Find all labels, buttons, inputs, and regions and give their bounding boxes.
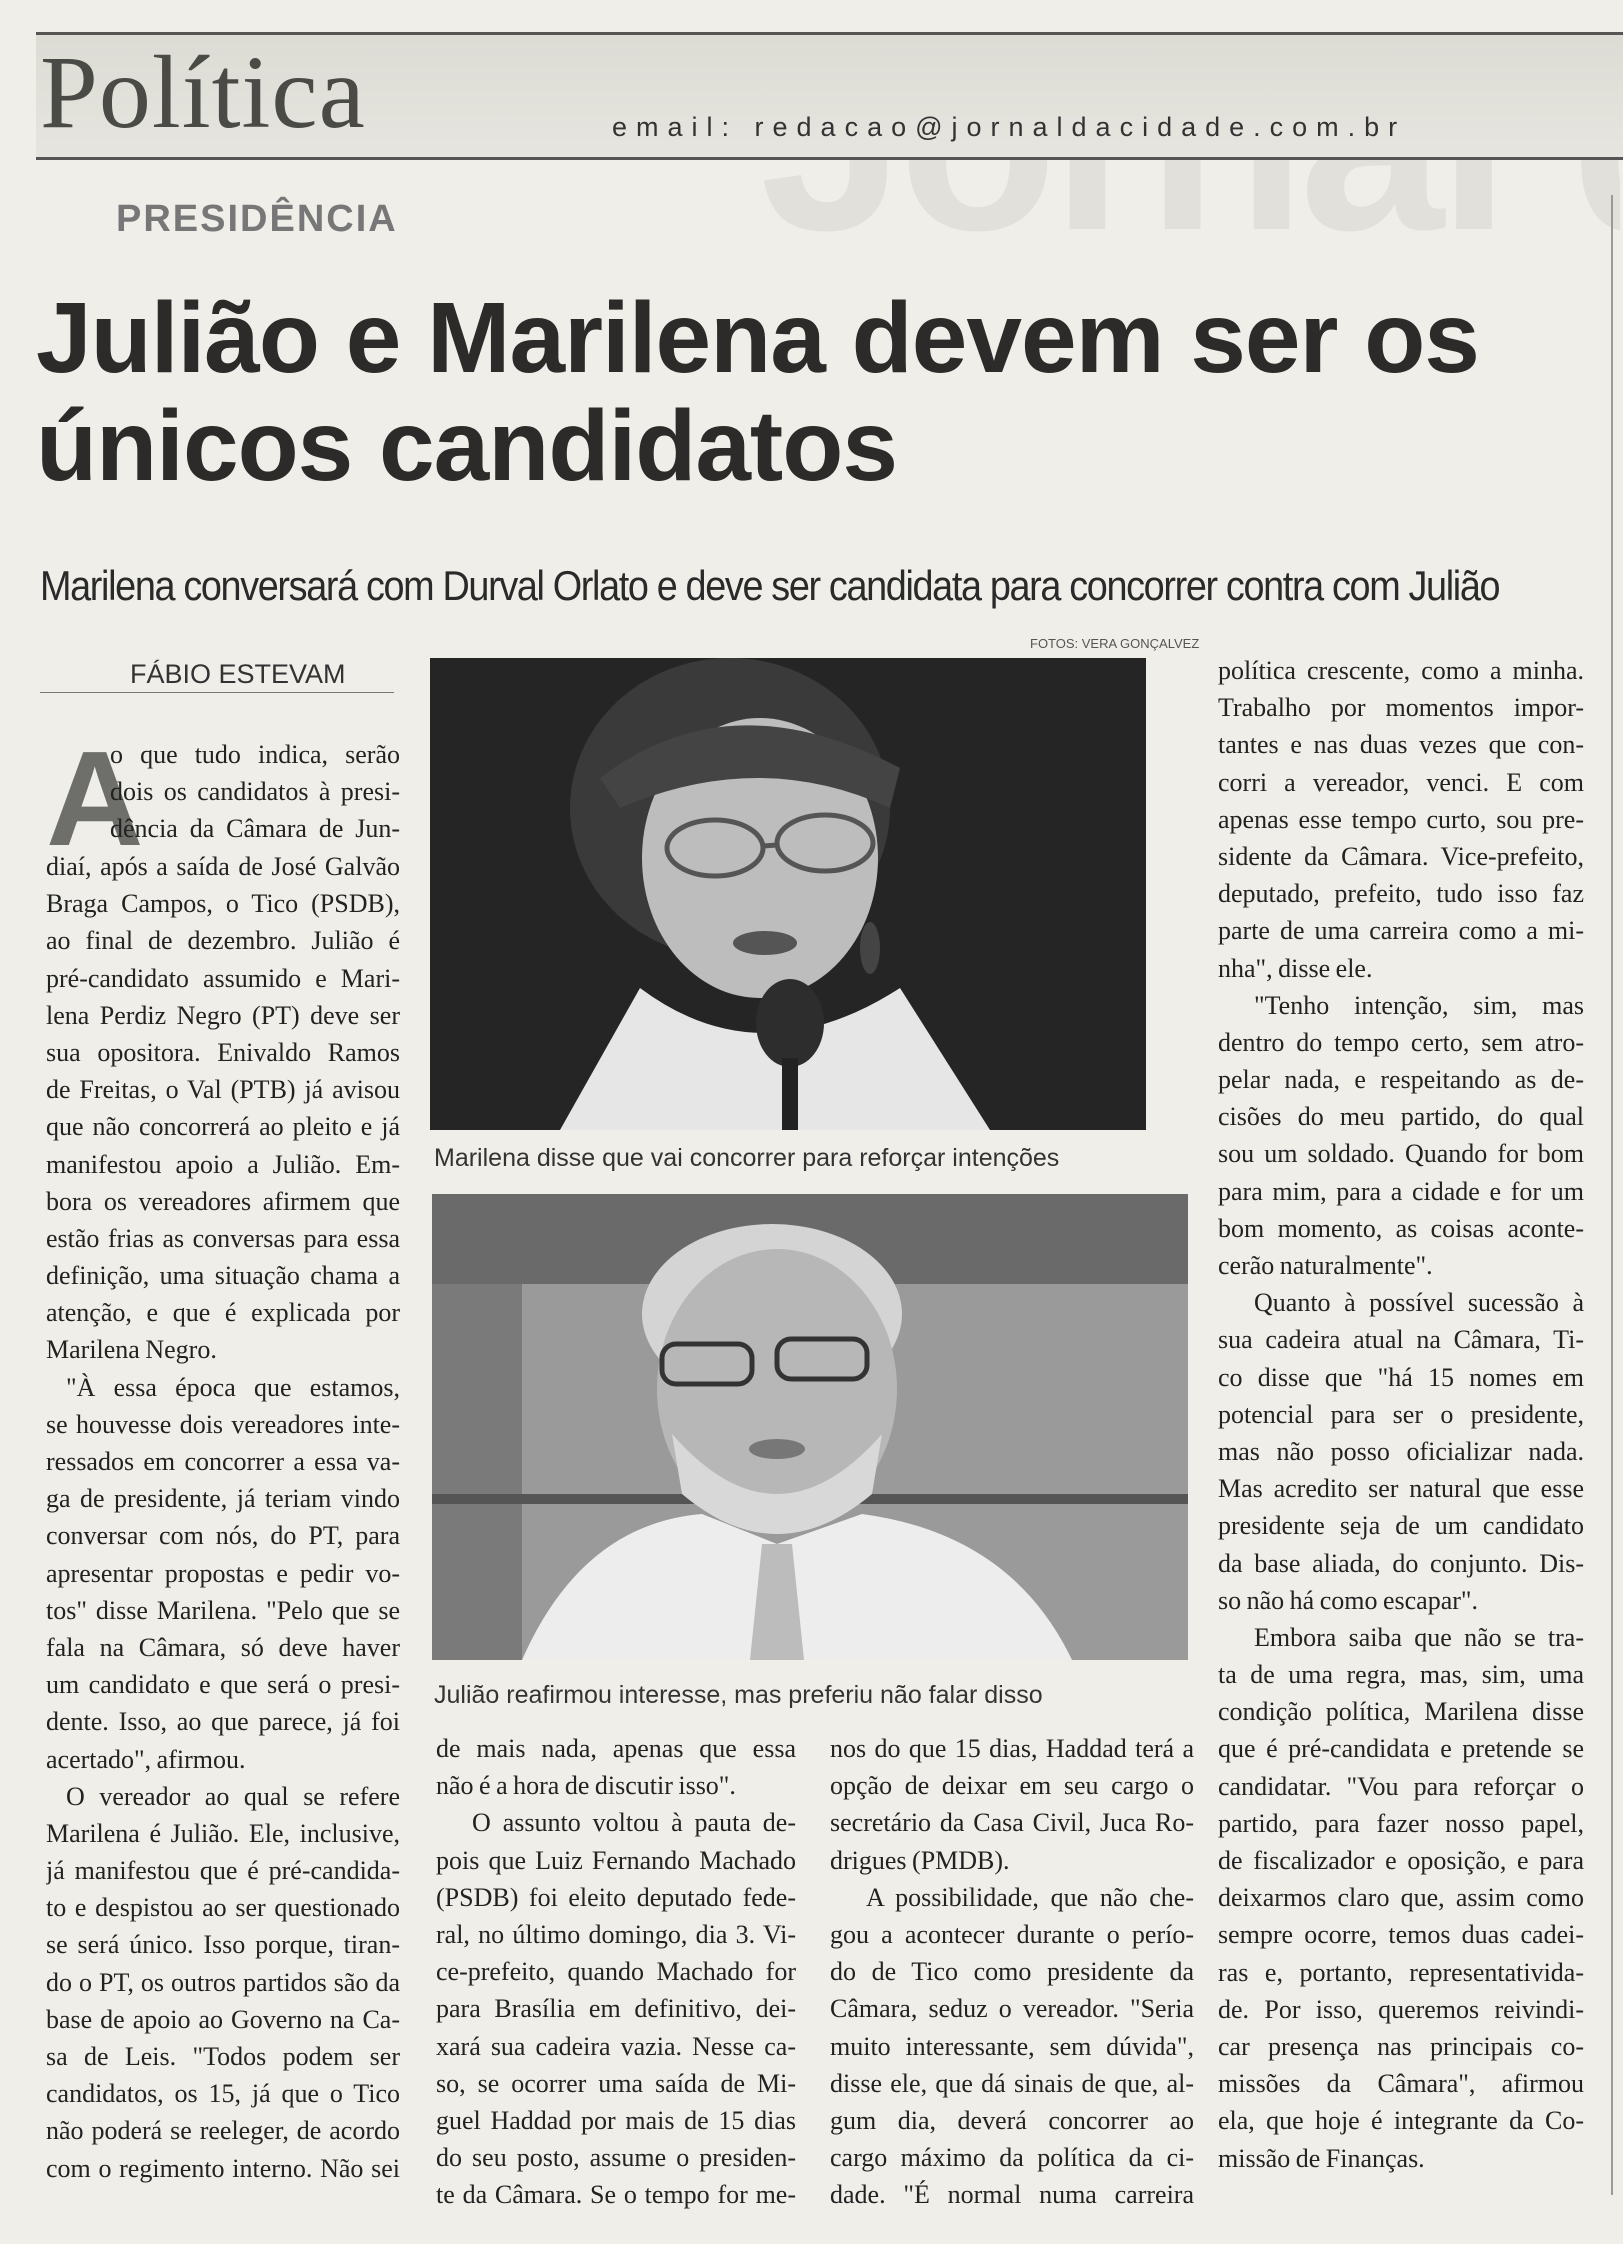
text-line: presidente seja de um candidato [1218,1511,1584,1541]
text-line: do seu posto, assume o presiden- [436,2143,796,2173]
caption-top: Marilena disse que vai concorrer para reforçar intenções [434,1144,1060,1172]
text-line: Marilena Negro. [46,1335,217,1365]
caption-bottom: Julião reafirmou interesse, mas preferiu não falar disso [434,1681,1043,1709]
text-line: de. Por isso, queremos reivindi- [1218,1994,1584,2024]
text-line: so não há como escapar". [1218,1585,1479,1615]
text-line: de fiscalizador e oposição, e para [1218,1846,1584,1875]
text-line: não poderá se reeleger, de acordo [46,2116,400,2146]
text-line: estão frias as conversas para essa [46,1223,400,1253]
email-address: email: redacao@jornaldacidade.com.br [612,112,1407,142]
text-line: da base aliada, do conjunto. Dis- [1218,1548,1584,1578]
text-line: cargo máximo da política da ci- [830,2143,1194,2173]
text-line: acertado", afirmou. [46,1744,246,1774]
text-line: candidatar. "Vou para reforçar o [1218,1771,1584,1801]
text-line: missões da Câmara", afirmou [1218,2069,1584,2099]
section-title: Política [40,35,366,150]
text-line: "À essa época que estamos, [66,1372,400,1402]
text-line: conversar com nós, do PT, para [46,1521,400,1551]
text-line: atenção, e que é explicada por [46,1298,400,1328]
photo-credit: FOTOS: VERA GONÇALVEZ [1030,636,1200,651]
text-line: dade. "É normal numa carreira [830,2180,1194,2210]
text-line: parte de uma carreira como a mi- [1218,916,1584,946]
text-line: sa de Leis. "Todos podem ser [46,2042,400,2071]
text-line: diaí, após a saída de José Galvão [46,852,400,881]
text-line: base de apoio ao Governo na Ca- [46,2004,400,2034]
text-line: gum dia, deverá concorrer ao [830,2105,1194,2135]
text-column-4 [1218,652,1584,2177]
text-line: bom momento, as coisas aconte- [1218,1213,1584,1243]
text-line: opção de deixar em seu cargo o [830,1771,1194,1801]
text-line: apresentar propostas e pedir vo- [46,1558,400,1588]
text-line: muito interessante, sem dúvida", [830,2031,1194,2061]
text-line: não é a hora de discutir isso". [436,1771,736,1801]
text-line: fala na Câmara, só deve haver [46,1632,400,1662]
text-line: so, se ocorrer uma saída de Mi- [436,2068,796,2098]
text-line: tos" disse Marilena. "Pelo que se [46,1595,400,1625]
text-line: ral, no último domingo, dia 3. Vi- [436,1919,796,1949]
text-line: para mim, para a cidade e for um [1218,1176,1584,1206]
text-line: já manifestou que é pré-candida- [46,1856,400,1886]
text-line: disse ele, que dá sinais de que, al- [830,2068,1194,2098]
text-line: bora os vereadores afirmem que [46,1186,400,1216]
text-line: Mas acredito ser natural que esse [1218,1474,1584,1504]
article-subtitle: Marilena conversará com Durval Orlato e deve ser candidata para concorrer contra com Julião [40,562,1500,609]
photo-juliao [432,1194,1188,1660]
text-line: tantes e nas duas vezes que con- [1218,730,1584,760]
text-line: pelar nada, e respeitando as de- [1218,1065,1584,1095]
text-line: corri a vereador, venci. E com [1218,767,1584,797]
photo-marilena [430,658,1146,1130]
text-line: ta de uma regra, mas, sim, uma [1218,1660,1584,1690]
photo-marilena-image [430,658,1146,1130]
text-line: nos do que 15 dias, Haddad terá a [830,1734,1194,1763]
text-line: dente. Isso, ao que parece, já foi [46,1707,400,1737]
drop-cap: A [46,723,144,874]
text-line: car presença nas principais co- [1218,2031,1584,2061]
text-line: co disse que "há 15 nomes em [1218,1362,1584,1392]
text-line: o que tudo indica, serão [110,740,400,769]
text-line: de mais nada, apenas que essa [436,1734,796,1763]
text-line: que é pré-candidata e pretende se [1218,1734,1584,1764]
text-line: que não concorrerá ao pleito e já [46,1112,400,1142]
text-line: condição política, Marilena disse [1218,1697,1584,1727]
text-line: mas não posso oficializar nada. [1218,1436,1584,1466]
text-line: com o regimento interno. Não sei [46,2153,400,2183]
text-line: política crescente, como a minha. [1218,656,1584,685]
text-line: te da Câmara. Se o tempo for me- [436,2180,796,2210]
text-line: Embora saiba que não se tra- [1254,1622,1584,1652]
article-headline: Julião e Marilena devem ser os únicos candidatos [36,282,1479,502]
text-line: lena Perdiz Negro (PT) deve ser [46,1000,400,1030]
text-line: deixarmos claro que, assim como [1218,1883,1584,1913]
text-line: do o PT, os outros partidos são da [46,1967,400,1997]
text-line: guel Haddad por mais de 15 dias [436,2105,796,2135]
text-line: (PSDB) foi eleito deputado fede- [436,1882,796,1912]
text-line: drigues (PMDB). [830,1845,1010,1875]
text-line: potencial para ser o presidente, [1218,1399,1584,1429]
text-line: definição, uma situação chama a [46,1261,400,1291]
article-kicker: PRESIDÊNCIA [116,198,398,240]
text-line: de Freitas, o Val (PTB) já avisou [46,1075,400,1105]
text-line: dência da Câmara de Jun- [110,814,400,844]
text-line: Câmara, seduz o vereador. "Seria [830,1994,1194,2024]
text-line: do de Tico como presidente da [830,1957,1194,1987]
text-line: pois que Luiz Fernando Machado [436,1845,796,1875]
text-line: um candidato e que será o presi- [46,1670,400,1700]
text-column-1 [46,848,400,2187]
text-line: ao final de dezembro. Julião é [46,926,400,956]
text-line: A possibilidade, que não che- [866,1882,1194,1912]
text-column-1-intro [110,736,400,848]
text-line: ce-prefeito, quando Machado for [436,1957,796,1987]
text-line: se será único. Isso porque, tiran- [46,1930,400,1960]
text-line: sou um soldado. Quando for bom [1218,1139,1584,1169]
text-line: gou a acontecer durante o perío- [830,1919,1194,1949]
text-line: sidente da Câmara. Vice-prefeito, [1218,841,1584,871]
text-line: pré-candidato assumido e Mari- [46,963,400,993]
photo-juliao-image [432,1194,1188,1660]
text-line: Quanto à possível sucessão à [1254,1288,1584,1318]
text-line: Marilena é Julião. Ele, inclusive, [46,1818,400,1848]
text-column-3 [830,1730,1194,2213]
text-line: cisões do meu partido, do qual [1218,1102,1584,1132]
column-rule [1611,195,1613,2195]
byline: FÁBIO ESTEVAM [40,656,394,693]
text-line: partido, para fazer nosso papel, [1218,1808,1584,1838]
text-line: ressados em concorrer a essa va- [46,1447,400,1476]
text-line: candidatos, os 15, já que o Tico [46,2079,400,2109]
text-line: dentro do tempo certo, sem atro- [1218,1027,1584,1057]
text-line: cerão naturalmente". [1218,1251,1433,1280]
text-line: O vereador ao qual se refere [66,1781,400,1811]
text-line: "Tenho intenção, sim, mas [1254,990,1584,1020]
text-line: ela, que hoje é integrante da Co- [1218,2106,1584,2136]
text-line: xará sua cadeira vazia. Nesse ca- [436,2031,796,2061]
text-line: manifestou apoio a Julião. Em- [46,1149,400,1179]
text-line: missão de Finanças. [1218,2143,1425,2173]
text-line: nha", disse ele. [1218,953,1373,983]
text-line: ras e, portanto, representativida- [1218,1957,1584,1987]
text-line: sua cadeira atual na Câmara, Ti- [1218,1325,1584,1355]
text-line: sempre ocorre, temos duas cadei- [1218,1920,1584,1950]
text-line: para Brasília em definitivo, dei- [436,1994,796,2024]
text-line: deputado, prefeito, tudo isso faz [1218,879,1584,909]
text-line: secretário da Casa Civil, Juca Ro- [830,1808,1194,1838]
text-line: Braga Campos, o Tico (PSDB), [46,889,400,919]
text-line: se houvesse dois vereadores inte- [46,1409,400,1439]
text-line: dois os candidatos à presi- [110,777,400,807]
text-line: Trabalho por momentos impor- [1218,693,1584,723]
text-column-2 [436,1730,796,2213]
text-line: ga de presidente, já teriam vindo [46,1484,400,1514]
text-line: O assunto voltou à pauta de- [472,1808,796,1838]
text-line: to e despistou ao ser questionado [46,1893,400,1923]
text-line: sua opositora. Enivaldo Ramos [46,1037,400,1067]
text-line: apenas esse tempo curto, sou pre- [1218,804,1584,834]
